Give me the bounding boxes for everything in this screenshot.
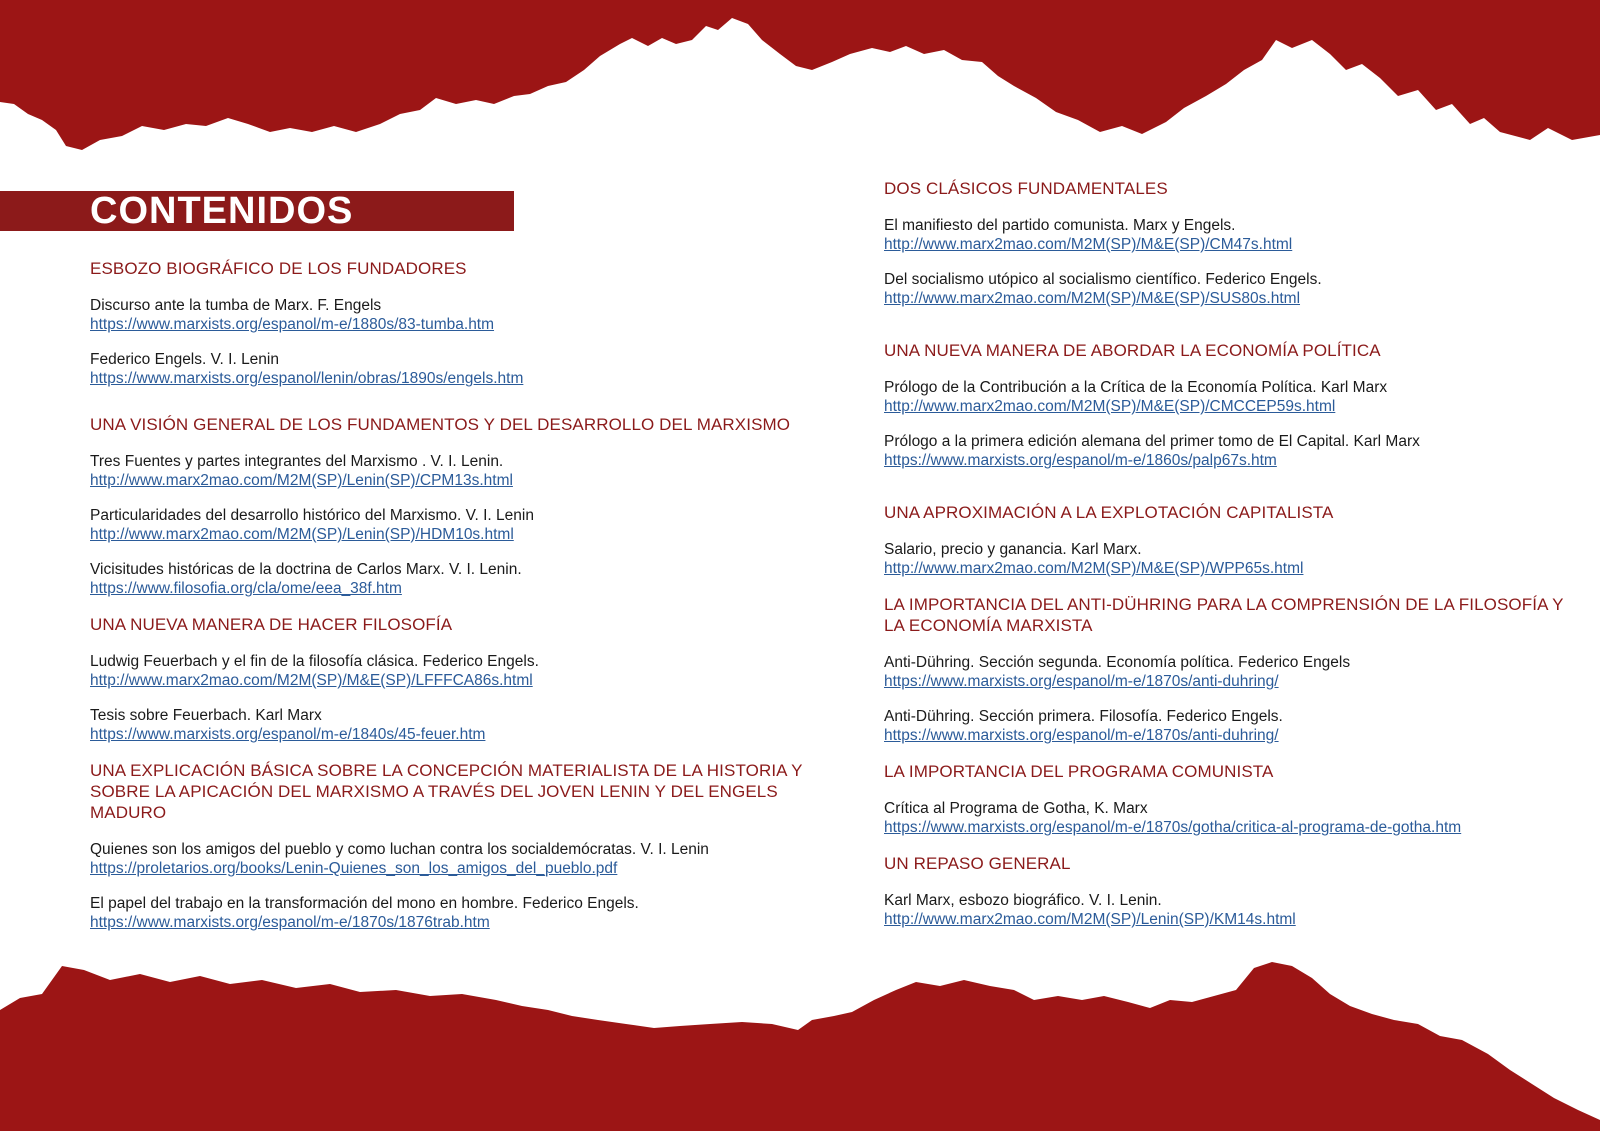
section-heading: UNA NUEVA MANERA DE HACER FILOSOFÍA xyxy=(90,615,453,634)
section xyxy=(90,760,810,932)
content-entry xyxy=(884,799,1584,837)
entry-link[interactable]: http://www.marx2mao.com/M2M(SP)/M&E(SP)/WPP65s.html xyxy=(884,560,1304,577)
section-heading: ESBOZO BIOGRÁFICO DE LOS FUNDADORES xyxy=(90,259,467,278)
entry-title: Del socialismo utópico al socialismo científico. Federico Engels. xyxy=(884,271,1322,288)
section-heading: UNA APROXIMACIÓN A LA EXPLOTACIÓN CAPITALISTA xyxy=(884,503,1334,522)
section xyxy=(90,414,810,598)
section xyxy=(884,761,1584,837)
entry-link[interactable]: http://www.marx2mao.com/M2M(SP)/M&E(SP)/CM47s.html xyxy=(884,236,1293,253)
content-entry xyxy=(90,452,810,490)
torn-paper-bottom xyxy=(0,960,1600,1131)
section xyxy=(90,258,810,388)
entry-link[interactable]: http://www.marx2mao.com/M2M(SP)/Lenin(SP)/KM14s.html xyxy=(884,911,1296,928)
entry-link[interactable]: http://www.marx2mao.com/M2M(SP)/Lenin(SP)/HDM10s.html xyxy=(90,526,514,543)
content-entry xyxy=(90,296,810,334)
entry-title: Prólogo a la primera edición alemana del primer tomo de El Capital. Karl Marx xyxy=(884,433,1420,450)
page-title: CONTENIDOS xyxy=(90,190,354,232)
section-heading: LA IMPORTANCIA DEL PROGRAMA COMUNISTA xyxy=(884,762,1274,781)
entry-title: Tres Fuentes y partes integrantes del Marxismo . V. I. Lenin. xyxy=(90,453,504,470)
content-entry xyxy=(884,216,1584,254)
entry-link[interactable]: https://www.marxists.org/espanol/m-e/1870s/anti-duhring/ xyxy=(884,727,1279,744)
section xyxy=(884,502,1584,578)
section xyxy=(884,853,1584,929)
content-entry xyxy=(884,707,1584,745)
right-column xyxy=(884,178,1584,945)
entry-title: Crítica al Programa de Gotha, K. Marx xyxy=(884,800,1148,817)
entry-link[interactable]: http://www.marx2mao.com/M2M(SP)/M&E(SP)/LFFFCA86s.html xyxy=(90,672,533,689)
section xyxy=(90,614,810,744)
section-heading: UNA VISIÓN GENERAL DE LOS FUNDAMENTOS Y DEL DESARROLLO DEL MARXISMO xyxy=(90,415,791,434)
entry-link[interactable]: https://www.marxists.org/espanol/m-e/1870s/anti-duhring/ xyxy=(884,673,1279,690)
entry-link[interactable]: https://www.marxists.org/espanol/m-e/1870s/1876trab.htm xyxy=(90,914,490,931)
torn-paper-top xyxy=(0,0,1600,160)
section-heading: DOS CLÁSICOS FUNDAMENTALES xyxy=(884,179,1168,198)
entry-title: Anti-Dühring. Sección segunda. Economía política. Federico Engels xyxy=(884,654,1351,671)
content-entry xyxy=(90,706,810,744)
content-entry xyxy=(884,378,1584,416)
content-entry xyxy=(884,540,1584,578)
entry-link[interactable]: https://www.marxists.org/espanol/lenin/obras/1890s/engels.htm xyxy=(90,370,524,387)
content-entry xyxy=(90,350,810,388)
left-column xyxy=(90,258,810,948)
entry-link[interactable]: https://proletarios.org/books/Lenin-Quienes_son_los_amigos_del_pueblo.pdf xyxy=(90,860,618,877)
section xyxy=(884,178,1584,308)
content-entry xyxy=(884,891,1584,929)
content-entry xyxy=(90,652,810,690)
entry-title: Quienes son los amigos del pueblo y como luchan contra los socialdemócratas. V. I. Lenin xyxy=(90,841,709,858)
entry-title: Discurso ante la tumba de Marx. F. Engels xyxy=(90,297,382,314)
entry-title: Prólogo de la Contribución a la Crítica de la Economía Política. Karl Marx xyxy=(884,379,1388,396)
entry-title: Salario, precio y ganancia. Karl Marx. xyxy=(884,541,1142,558)
entry-title: Tesis sobre Feuerbach. Karl Marx xyxy=(90,707,322,724)
entry-link[interactable]: http://www.marx2mao.com/M2M(SP)/Lenin(SP)/CPM13s.html xyxy=(90,472,513,489)
entry-title: Particularidades del desarrollo histórico del Marxismo. V. I. Lenin xyxy=(90,507,534,524)
content-entry xyxy=(90,506,810,544)
entry-link[interactable]: http://www.marx2mao.com/M2M(SP)/M&E(SP)/SUS80s.html xyxy=(884,290,1301,307)
entry-title: Anti-Dühring. Sección primera. Filosofía. Federico Engels. xyxy=(884,708,1283,725)
content-entry xyxy=(90,894,810,932)
entry-link[interactable]: https://www.filosofia.org/cla/ome/eea_38f.htm xyxy=(90,580,402,597)
entry-link[interactable]: https://www.marxists.org/espanol/m-e/1880s/83-tumba.htm xyxy=(90,316,495,333)
section xyxy=(884,594,1584,745)
content-entry xyxy=(884,270,1584,308)
section-heading: UNA EXPLICACIÓN BÁSICA SOBRE LA CONCEPCIÓN MATERIALISTA DE LA HISTORIA Y SOBRE LA APICACIÓN DEL MARXISMO A TRAVÉS DEL JOVEN LENIN Y DEL ENGELS MADURO xyxy=(90,761,803,822)
entry-link[interactable]: http://www.marx2mao.com/M2M(SP)/M&E(SP)/CMCCEP59s.html xyxy=(884,398,1336,415)
entry-link[interactable]: https://www.marxists.org/espanol/m-e/1870s/gotha/critica-al-programa-de-gotha.htm xyxy=(884,819,1462,836)
content-entry xyxy=(90,840,810,878)
content-entry xyxy=(884,432,1584,470)
entry-title: El papel del trabajo en la transformación del mono en hombre. Federico Engels. xyxy=(90,895,639,912)
section xyxy=(884,340,1584,470)
content-entry xyxy=(884,653,1584,691)
entry-title: Vicisitudes históricas de la doctrina de Carlos Marx. V. I. Lenin. xyxy=(90,561,522,578)
entry-title: Federico Engels. V. I. Lenin xyxy=(90,351,279,368)
entry-title: Ludwig Feuerbach y el fin de la filosofía clásica. Federico Engels. xyxy=(90,653,539,670)
entry-title: El manifiesto del partido comunista. Marx y Engels. xyxy=(884,217,1236,234)
section-heading: UNA NUEVA MANERA DE ABORDAR LA ECONOMÍA POLÍTICA xyxy=(884,341,1381,360)
section-heading: UN REPASO GENERAL xyxy=(884,854,1071,873)
entry-link[interactable]: https://www.marxists.org/espanol/m-e/1860s/palp67s.htm xyxy=(884,452,1277,469)
content-entry xyxy=(90,560,810,598)
section-heading: LA IMPORTANCIA DEL ANTI-DÜHRING PARA LA COMPRENSIÓN DE LA FILOSOFÍA Y LA ECONOMÍA MARXISTA xyxy=(884,595,1564,635)
entry-title: Karl Marx, esbozo biográfico. V. I. Lenin. xyxy=(884,892,1162,909)
entry-link[interactable]: https://www.marxists.org/espanol/m-e/1840s/45-feuer.htm xyxy=(90,726,486,743)
